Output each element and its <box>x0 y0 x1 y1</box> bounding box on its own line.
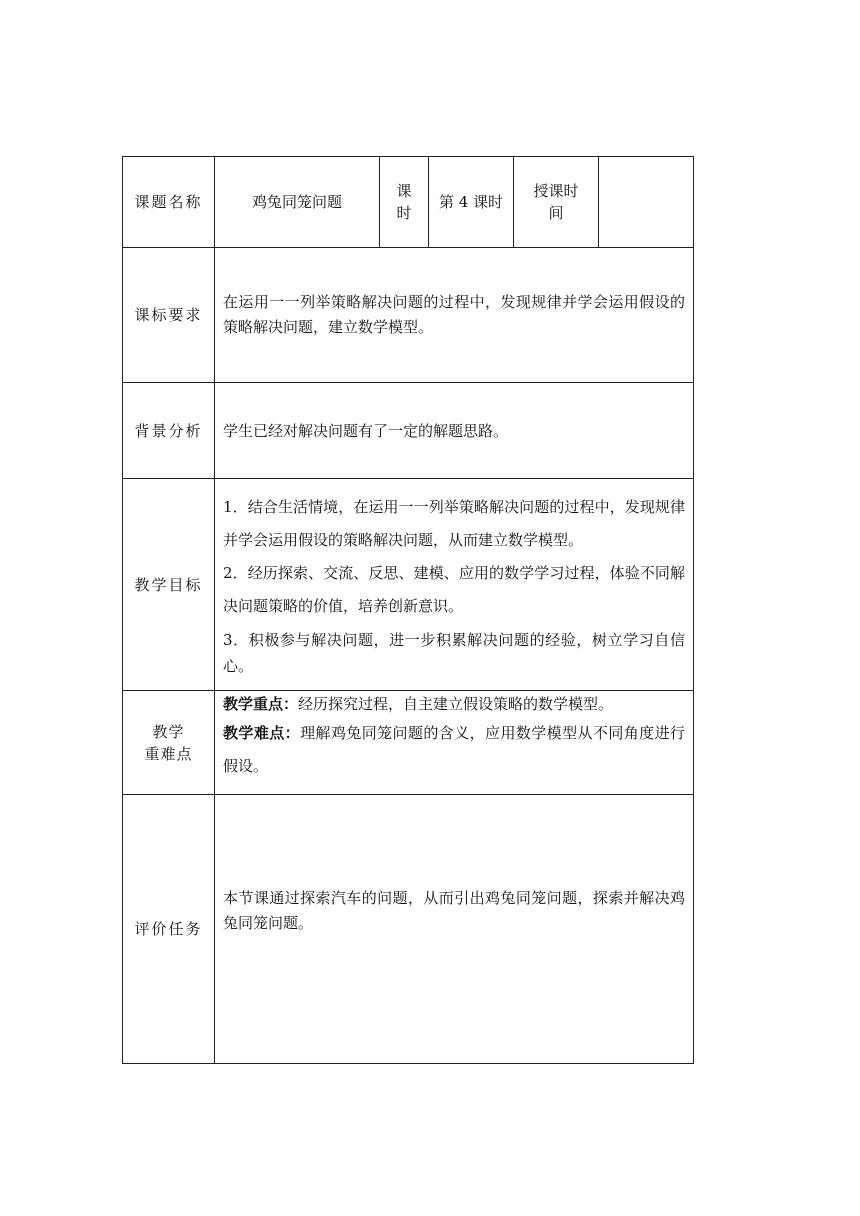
curriculum-text: 在运用一一列举策略解决问题的过程中，发现规律并学会运用假设的策略解决问题，建立数学模型。 <box>223 293 685 336</box>
teach-time-value <box>599 157 694 248</box>
evaluation-text: 本节课通过探索汽车的问题，从而引出鸡兔同笼问题，探索并解决鸡兔同笼问题。 <box>223 889 685 932</box>
background-text: 学生已经对解决问题有了一定的解题思路。 <box>223 421 509 440</box>
keypoints-row <box>123 691 694 795</box>
teach-time-label <box>514 157 599 248</box>
goals-label: 教学目标 <box>123 479 215 691</box>
focus-label: 教学重点： <box>223 695 299 713</box>
period-label <box>380 157 429 248</box>
difficulty-line <box>223 717 685 783</box>
evaluation-row <box>123 795 694 1064</box>
goal-item-1: 1．结合生活情境，在运用一一列举策略解决问题的过程中，发现规律并学会运用假设的策略解决问题，从而建立数学模型。 <box>223 497 685 549</box>
difficulty-text: 理解鸡兔同笼问题的含义，应用数学模型从不同角度进行假设。 <box>223 724 685 775</box>
keypoints-cell <box>215 691 694 795</box>
curriculum-row <box>123 248 694 383</box>
goal-item-2: 2．经历探索、交流、反思、建模、应用的数学学习过程，体验不同解决问题策略的价值，培养创新意识。 <box>223 563 685 615</box>
focus-text: 经历探究过程，自主建立假设策略的数学模型。 <box>298 695 614 713</box>
focus-line <box>223 691 685 717</box>
difficulty-label: 教学难点： <box>223 724 301 742</box>
evaluation-cell <box>215 795 694 1064</box>
lesson-plan-table <box>122 156 694 1064</box>
course-name-value: 鸡兔同笼问题 <box>215 157 380 248</box>
header-row <box>123 157 694 248</box>
period-value: 第 4 课时 <box>429 157 514 248</box>
keypoints-label <box>123 691 215 795</box>
background-cell <box>215 383 694 479</box>
goals-cell <box>215 479 694 691</box>
goal-item-3: 3．积极参与解决问题，进一步积累解决问题的经验，树立学习自信心。 <box>223 630 685 675</box>
background-row <box>123 383 694 479</box>
keypoints-label-line2: 重难点 <box>144 744 193 763</box>
course-name-label: 课题名称 <box>123 157 215 248</box>
curriculum-cell <box>215 248 694 383</box>
background-label: 背景分析 <box>123 383 215 479</box>
period-label-text: 课时 <box>396 182 412 222</box>
keypoints-label-line1: 教学 <box>152 722 185 741</box>
curriculum-label: 课标要求 <box>123 248 215 383</box>
evaluation-label: 评价任务 <box>123 795 215 1064</box>
teach-time-label-text: 授课时间 <box>533 182 579 222</box>
goals-row <box>123 479 694 691</box>
